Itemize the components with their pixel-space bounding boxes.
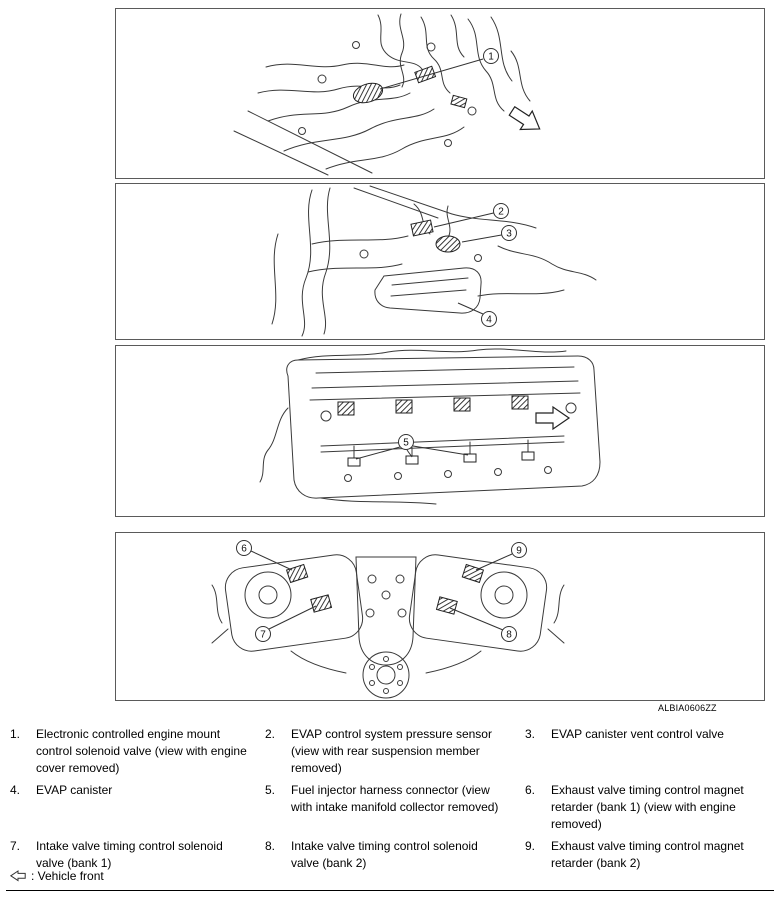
legend-item-text: Fuel injector harness connector (view with intake manifold collector removed) — [291, 783, 499, 814]
legend-item-text: EVAP canister — [36, 783, 113, 797]
component-shapes — [287, 565, 484, 615]
callout-5-number: 5 — [403, 437, 409, 449]
direction-arrow-icon — [506, 102, 546, 138]
illustration-panel-4 — [115, 532, 765, 701]
engine-front-view-illustration — [116, 533, 764, 700]
callout-4-leader — [458, 303, 483, 314]
vehicle-front-arrow-icon — [10, 870, 26, 882]
callout-3-number: 3 — [506, 228, 512, 240]
legend-item-number: 2. — [265, 727, 276, 741]
legend-item-8 — [265, 838, 525, 872]
legend-item-number: 1. — [10, 727, 21, 741]
engine-top-view-illustration — [116, 9, 764, 178]
legend-item-text: EVAP control system pressure sensor (view with rear suspension member removed) — [291, 727, 492, 775]
illustration-lines — [260, 349, 600, 504]
illustration-panel-3 — [115, 345, 765, 517]
legend-item-9 — [525, 838, 773, 872]
illustration-panel-1 — [115, 8, 765, 179]
legend-item-number: 9. — [525, 839, 536, 853]
legend-item-number: 7. — [10, 839, 21, 853]
callout-1-number: 1 — [488, 51, 494, 63]
legend-item-text: Electronic controlled engine mount control solenoid valve (view with engine cover removed) — [36, 727, 247, 775]
component-shapes — [411, 220, 460, 252]
legend-item-text: Intake valve timing control solenoid valve (bank 2) — [291, 839, 478, 870]
legend-item-number: 6. — [525, 783, 536, 797]
illustration-lines — [212, 552, 564, 698]
legend-item-text: Exhaust valve timing control magnet retarder (bank 2) — [551, 839, 744, 870]
legend-item-number: 3. — [525, 727, 536, 741]
legend-item-number: 4. — [10, 783, 21, 797]
callout-9-number: 9 — [516, 545, 522, 557]
callout-6-number: 6 — [241, 543, 247, 555]
callout-6-leader — [251, 551, 292, 570]
callout-8-number: 8 — [506, 629, 512, 641]
callout-2-leader — [434, 213, 494, 227]
legend-item-text: Intake valve timing control solenoid valve (bank 1) — [36, 839, 223, 870]
illustration-panel-2 — [115, 183, 765, 340]
legend-item-5 — [265, 782, 525, 833]
legend-item-number: 5. — [265, 783, 276, 797]
callout-2-number: 2 — [498, 206, 504, 218]
component-shapes — [351, 66, 467, 107]
callout-7-leader — [269, 606, 316, 629]
legend-item-2 — [265, 726, 525, 777]
vehicle-front-marker — [10, 869, 104, 883]
illustration-lines — [272, 186, 596, 336]
page-bottom-rule — [6, 890, 774, 891]
legend-item-6 — [525, 782, 773, 833]
direction-arrow-icon — [536, 407, 569, 429]
evap-area-illustration — [116, 184, 764, 339]
legend-item-7 — [10, 838, 265, 872]
legend-item-4 — [10, 782, 265, 833]
legend-item-text: Exhaust valve timing control magnet retarder (bank 1) (view with engine removed) — [551, 783, 744, 831]
callout-3-leader — [462, 235, 502, 242]
callout-8-leader — [450, 608, 503, 630]
legend-item-1 — [10, 726, 265, 777]
callout-7-number: 7 — [260, 629, 266, 641]
callout-4-number: 4 — [486, 314, 492, 326]
callout-1-leader — [380, 59, 483, 89]
legend-item-3 — [525, 726, 773, 777]
fuel-rail-view-illustration — [116, 346, 764, 516]
vehicle-front-label: : Vehicle front — [31, 869, 104, 883]
figure-code: ALBIA0606ZZ — [658, 703, 717, 713]
legend — [10, 726, 773, 872]
callout-9-leader — [476, 554, 512, 570]
legend-item-number: 8. — [265, 839, 276, 853]
legend-item-text: EVAP canister vent control valve — [551, 727, 724, 741]
callout-5-leader-a — [356, 447, 400, 459]
illustration-lines — [234, 14, 530, 175]
